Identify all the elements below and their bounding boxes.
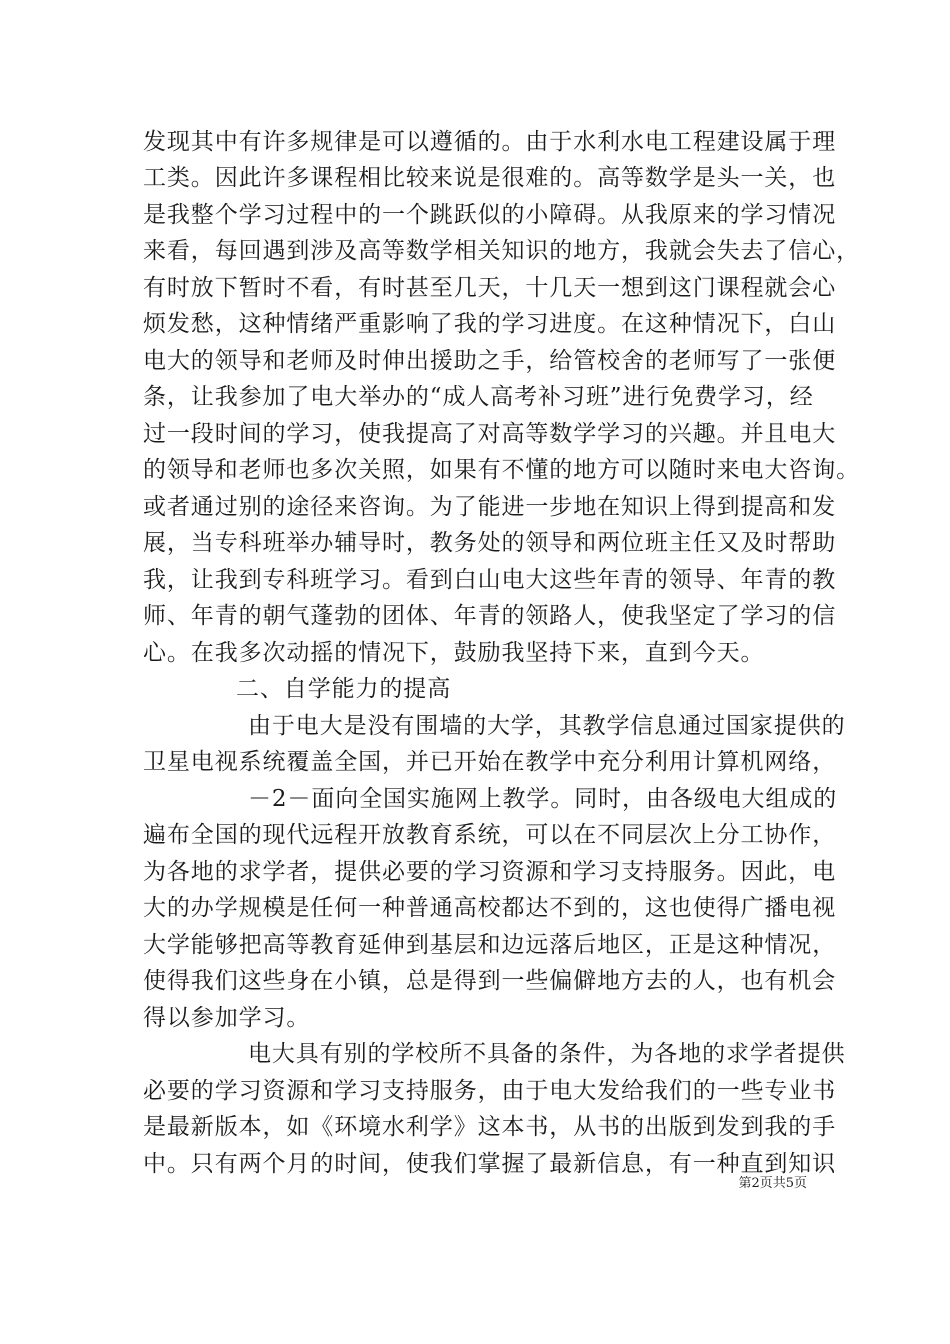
- body-text-line: 师、年青的朝气蓬勃的团体、年青的领路人，使我坚定了学习的信: [143, 603, 837, 629]
- page-number-footer: 第2页共5页: [738, 1176, 807, 1191]
- body-text-line: 条，让我参加了电大举办的“成人高考补习班”进行免费学习，经: [143, 384, 814, 410]
- body-text-line: 电大具有别的学校所不具备的条件，为各地的求学者提供: [248, 1041, 846, 1067]
- body-text-line: 由于电大是没有围墙的大学，其教学信息通过国家提供的: [248, 713, 846, 739]
- body-text-line: 是最新版本，如《环境水利学》这本书，从书的出版到发到我的手: [143, 1114, 837, 1140]
- body-text-line: 中。只有两个月的时间，使我们掌握了最新信息，有一种直到知识: [143, 1151, 837, 1177]
- body-text-line: 为各地的求学者，提供必要的学习资源和学习支持服务。因此，电: [143, 859, 837, 885]
- body-text-line: －2－面向全国实施网上教学。同时，由各级电大组成的: [248, 786, 838, 812]
- body-text-line: 大的办学规模是任何一种普通高校都达不到的，这也使得广播电视: [143, 895, 837, 921]
- body-text-line: 是我整个学习过程中的一个跳跃似的小障碍。从我原来的学习情况: [143, 202, 837, 228]
- body-text-line: 得以参加学习。: [143, 1005, 311, 1031]
- body-text-line: 必要的学习资源和学习支持服务，由于电大发给我们的一些专业书: [143, 1078, 837, 1104]
- body-text-line: 心。在我多次动摇的情况下，鼓励我坚持下来，直到今天。: [143, 640, 765, 666]
- body-text-line: 或者通过别的途径来咨询。为了能进一步地在知识上得到提高和发: [143, 494, 837, 520]
- body-text-line: 发现其中有许多规律是可以遵循的。由于水利水电工程建设属于理: [143, 129, 837, 155]
- body-text-line: 遍布全国的现代远程开放教育系统，可以在不同层次上分工协作，: [143, 822, 837, 848]
- body-text-line: 电大的领导和老师及时伸出援助之手，给管校舍的老师写了一张便: [143, 348, 837, 374]
- body-text-line: 有时放下暂时不看，有时甚至几天，十几天一想到这门课程就会心: [143, 275, 837, 301]
- body-text-line: 使得我们这些身在小镇，总是得到一些偏僻地方去的人，也有机会: [143, 968, 837, 994]
- body-text-line: 烦发愁，这种情绪严重影响了我的学习进度。在这种情况下，白山: [143, 311, 837, 337]
- body-text-line: 大学能够把高等教育延伸到基层和边远落后地区，正是这种情况，: [143, 932, 837, 958]
- body-text-line: 工类。因此许多课程相比较来说是很难的。高等数学是头一关，也: [143, 165, 837, 191]
- section-heading: 二、自学能力的提高: [236, 676, 452, 702]
- body-text-line: 我，让我到专科班学习。看到白山电大这些年青的领导、年青的教: [143, 567, 837, 593]
- body-text-line: 卫星电视系统覆盖全国，并已开始在教学中充分利用计算机网络，: [143, 749, 837, 775]
- body-text-line: 来看，每回遇到涉及高等数学相关知识的地方，我就会失去了信心，: [143, 238, 860, 264]
- body-text-line: 展，当专科班举办辅导时，教务处的领导和两位班主任又及时帮助: [143, 530, 837, 556]
- body-text-line: 过一段时间的学习，使我提高了对高等数学学习的兴趣。并且电大: [143, 421, 837, 447]
- body-text-line: 的领导和老师也多次关照，如果有不懂的地方可以随时来电大咨询。: [143, 457, 860, 483]
